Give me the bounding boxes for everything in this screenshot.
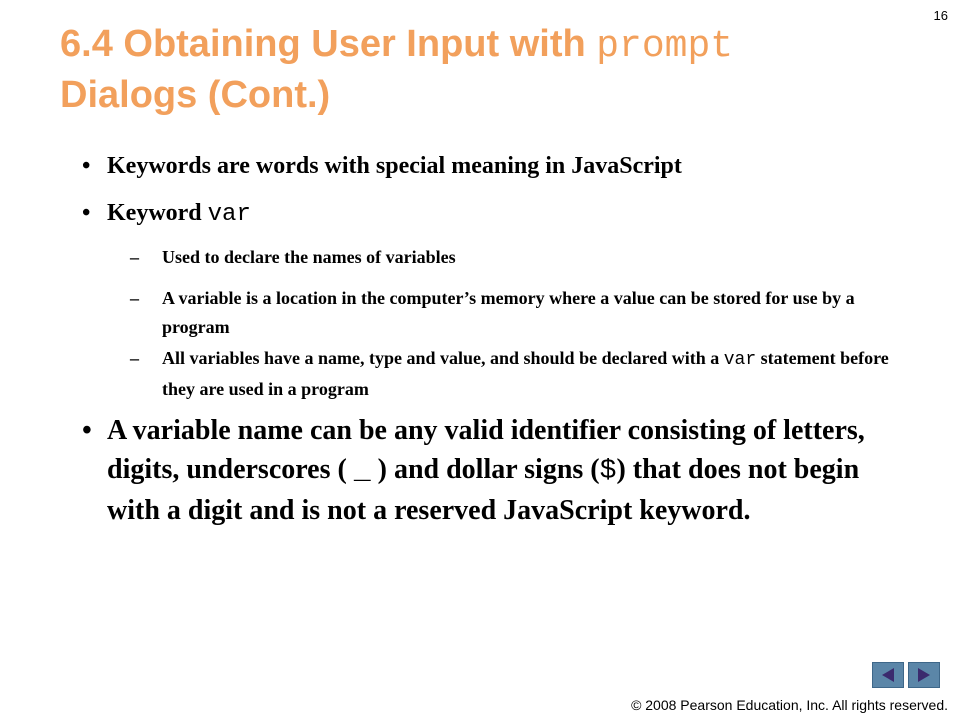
bullet-text	[107, 411, 897, 530]
bullet-code-var: var	[207, 201, 251, 228]
bullet-code-underscore: _	[353, 456, 371, 487]
title-text-part1: 6.4 Obtaining User Input with	[60, 23, 597, 65]
bullet-code-dollar: $	[599, 456, 617, 487]
subbullet-text-before: All variables have a name, type and value, and should be declared with a	[162, 348, 724, 368]
bullet-dot-icon: •	[82, 200, 91, 226]
triangle-right-icon	[914, 666, 934, 684]
bullet-text-after: ) that does not begin with a digit and is not a reserved JavaScript keyword.	[107, 454, 860, 526]
bullet-dot-icon: •	[82, 153, 91, 179]
dash-icon: –	[130, 348, 139, 368]
previous-slide-button[interactable]	[872, 662, 904, 688]
copyright-footer: © 2008 Pearson Education, Inc. All rights reserved.	[631, 697, 948, 713]
slide-navigation	[872, 662, 940, 688]
subbullet-text	[162, 344, 907, 404]
bullet-text-before: A variable name can be any valid identifier consisting of letters, digits, underscores (	[107, 415, 865, 485]
dash-icon: –	[130, 288, 139, 308]
title-text-part2: Dialogs (Cont.)	[60, 74, 331, 116]
bullet-text: Keywords are words with special meaning in JavaScript	[107, 153, 682, 179]
page-number: 16	[933, 8, 948, 23]
slide-title	[60, 20, 900, 120]
bullet-text-middle: ) and dollar signs (	[370, 454, 600, 485]
triangle-left-icon	[878, 666, 898, 684]
subbullet-text: Used to declare the names of variables	[162, 247, 456, 267]
dash-icon: –	[130, 247, 139, 267]
subbullet-text-after: statement before they are used in a program	[162, 348, 889, 399]
title-code-prompt: prompt	[596, 25, 734, 68]
bullet-text-label: Keyword	[107, 200, 208, 226]
next-slide-button[interactable]	[908, 662, 940, 688]
bullet-dot-icon: •	[82, 415, 92, 446]
bullet-text	[107, 197, 251, 231]
subbullet-code-var: var	[723, 350, 757, 370]
subbullet-text: A variable is a location in the computer’s memory where a value can be stored for use by a program	[162, 288, 855, 337]
